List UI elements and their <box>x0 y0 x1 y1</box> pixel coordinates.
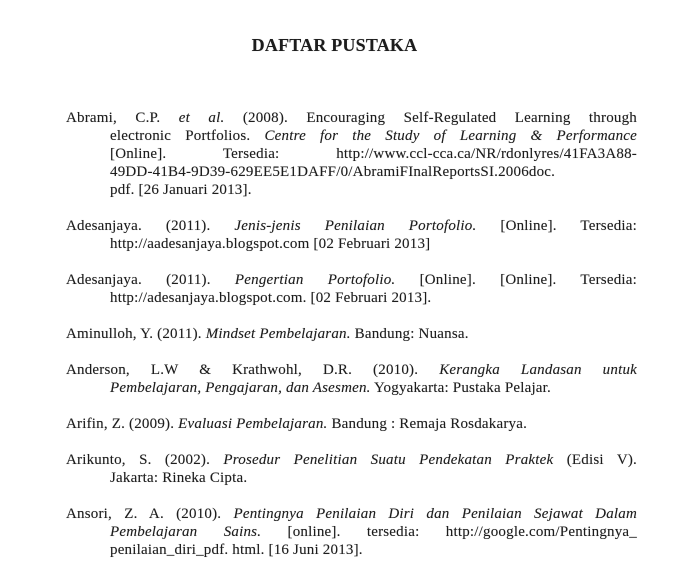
text-run: [Online]. Tersedia: http://www.ccl-cca.ca/NR/rdonlyres/41FA3A88- <box>110 146 637 162</box>
reference-list <box>66 109 637 559</box>
reference-line <box>66 325 637 343</box>
reference-line <box>110 163 637 181</box>
text-run: 49DD-41B4-9D39-629EE5E1DAFF/0/AbramiFInalReportsSI.2006doc. <box>110 164 556 180</box>
text-run: electronic Portfolios. <box>110 128 265 144</box>
text-run: Ansori, Z. A. (2010). <box>66 506 234 522</box>
text-run: Yogyakarta: Pustaka Pelajar. <box>370 380 551 396</box>
italic-text-run: Jenis-jenis Penilaian Portofolio. <box>234 218 477 234</box>
reference-line <box>66 505 637 523</box>
reference-entry <box>66 451 637 487</box>
reference-entry <box>66 109 637 199</box>
text-run: (Edisi V). <box>553 452 637 468</box>
text-run: pdf. [26 Januari 2013]. <box>110 182 252 198</box>
reference-line <box>110 523 637 541</box>
reference-entry <box>66 271 637 307</box>
reference-line <box>110 127 637 145</box>
reference-line <box>66 361 637 379</box>
text-run: penilaian_diri_pdf. html. [16 Juni 2013]. <box>110 542 363 558</box>
reference-entry <box>66 505 637 559</box>
reference-entry <box>66 325 637 343</box>
text-run: http://adesanjaya.blogspot.com. [02 Februari 2013]. <box>110 290 432 306</box>
reference-line <box>66 415 637 433</box>
text-run: Aminulloh, Y. (2011). <box>66 326 206 342</box>
text-run: [Online]. [Online]. Tersedia: <box>395 272 637 288</box>
italic-text-run: Mindset Pembelajaran. <box>205 326 351 342</box>
text-run: [online]. tersedia: http://google.com/Pentingnya_ <box>261 524 637 540</box>
italic-text-run: Pentingnya Penilaian Diri dan Penilaian Sejawat Dalam <box>233 506 637 522</box>
italic-text-run: Kerangka Landasan untuk <box>439 362 638 378</box>
reference-line <box>110 541 637 559</box>
text-run: (2008). Encouraging Self-Regulated Learning through <box>224 110 637 126</box>
page-title: DAFTAR PUSTAKA <box>251 35 418 55</box>
reference-line <box>66 451 637 469</box>
reference-line <box>66 271 637 289</box>
reference-line <box>110 469 637 487</box>
reference-line <box>110 145 637 163</box>
reference-line <box>110 235 637 253</box>
italic-text-run: Evaluasi Pembelajaran. <box>178 416 328 432</box>
text-run: Abrami, C.P. <box>66 110 179 126</box>
reference-entry <box>66 361 637 397</box>
reference-line <box>110 289 637 307</box>
text-run: Adesanjaya. (2011). <box>66 218 235 234</box>
text-run: Jakarta: Rineka Cipta. <box>110 470 248 486</box>
reference-line <box>110 379 637 397</box>
text-run: Adesanjaya. (2011). <box>66 272 235 288</box>
italic-text-run: Pembelajaran Sains. <box>110 524 262 540</box>
italic-text-run: Prosedur Penelitian Suatu Pendekatan Praktek <box>223 452 554 468</box>
reference-line <box>110 181 637 199</box>
reference-line <box>66 109 637 127</box>
text-run: Arikunto, S. (2002). <box>66 452 224 468</box>
italic-text-run: Pembelajaran, Pengajaran, dan Asesmen. <box>110 380 371 396</box>
reference-entry <box>66 217 637 253</box>
italic-text-run: et al. <box>178 110 225 126</box>
text-run: Arifin, Z. (2009). <box>66 416 179 432</box>
italic-text-run: Pengertian Portofolio. <box>234 272 396 288</box>
text-run: Anderson, L.W & Krathwohl, D.R. (2010). <box>66 362 440 378</box>
text-run: Bandung : Remaja Rosdakarya. <box>327 416 528 432</box>
text-run: http://aadesanjaya.blogspot.com [02 Februari 2013] <box>110 236 431 252</box>
reference-entry <box>66 415 637 433</box>
text-run: [Online]. Tersedia: <box>476 218 637 234</box>
italic-text-run: Centre for the Study of Learning & Performance <box>264 128 637 144</box>
reference-line <box>66 217 637 235</box>
text-run: Bandung: Nuansa. <box>350 326 469 342</box>
